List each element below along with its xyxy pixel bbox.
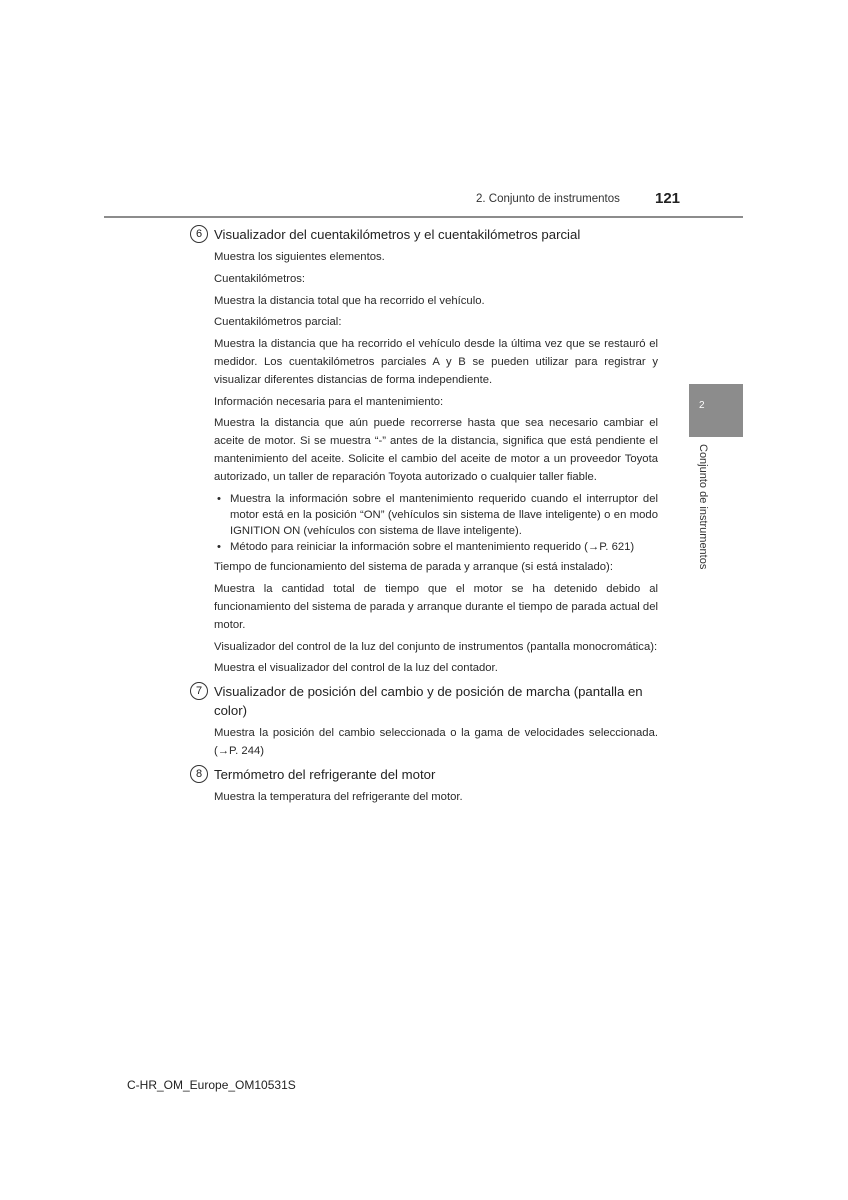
paragraph: Muestra la distancia total que ha recorrido el vehículo.	[214, 294, 485, 307]
item-title: Termómetro del refrigerante del motor	[214, 766, 436, 782]
page-content	[190, 223, 658, 811]
circled-number-7: 7	[190, 682, 208, 700]
paragraph: Muestra la distancia que ha recorrido el vehículo desde la última vez que se restauró el medidor. Los cuentakilómetros parciales A y B se pueden utilizar para registrar y visualizar diferentes distancias de forma independiente.	[214, 338, 658, 386]
item-title: Visualizador del cuentakilómetros y el cuentakilómetros parcial	[214, 227, 581, 242]
page-number: 121	[655, 190, 681, 207]
paragraph: Muestra la distancia que aún puede recorrerse hasta que sea necesario cambiar el aceite de motor. Si se muestra “-” antes de la distancia, significa que está pendiente el mantenimiento del aceite. Solicite el cambio del aceite de motor a un proveedor Toyota autorizado, un taller de reparación Toyota autorizado o cualquier taller fiable.	[214, 417, 658, 483]
paragraph: Muestra el visualizador del control de la luz del contador.	[214, 662, 498, 675]
paragraph: Muestra los siguientes elementos.	[214, 251, 385, 263]
chapter-tab-number: 2	[699, 400, 705, 411]
circled-number-8: 8	[190, 765, 208, 783]
item-heading-7	[190, 682, 658, 720]
bullet-item: • Muestra la información sobre el mantenimiento requerido cuando el interruptor del motor está en la posición “ON” (vehículos sin sistema de llave inteligente) o en modo IGNITION ON (vehículos con sistema de llave inteligente).	[214, 491, 658, 540]
chapter-tab	[689, 384, 743, 437]
paragraph: Muestra la cantidad total de tiempo que el motor se ha detenido debido al funcionamiento del sistema de parada y arranque durante el tiempo de parada actual del motor.	[214, 583, 659, 631]
bullet-list	[214, 491, 658, 556]
bullet-item: • Método para reiniciar la información sobre el mantenimiento requerido (→P. 621)	[214, 539, 658, 555]
subheading: Cuentakilómetros:	[214, 272, 306, 285]
item-heading-8	[190, 765, 658, 784]
item-title: Visualizador de posición del cambio y de posición de marcha (pantalla en color)	[214, 684, 643, 719]
subheading: Cuentakilómetros parcial:	[214, 316, 342, 329]
item-heading-6	[190, 225, 658, 244]
paragraph: Muestra la posición del cambio seleccionada o la gama de velocidades seleccionada. (→P. 244)	[214, 727, 658, 757]
subheading: Tiempo de funcionamiento del sistema de parada y arranque (si está instalado):	[214, 561, 613, 574]
header-section-title: 2. Conjunto de instrumentos	[476, 193, 620, 205]
subheading: Información necesaria para el mantenimiento:	[214, 395, 444, 408]
subheading: Visualizador del control de la luz del conjunto de instrumentos (pantalla monocromática):	[214, 640, 658, 653]
paragraph: Muestra la temperatura del refrigerante del motor.	[214, 790, 463, 803]
chapter-tab-title: Conjunto de instrumentos	[697, 444, 709, 570]
document-code: C-HR_OM_Europe_OM10531S	[127, 1078, 296, 1092]
header-divider	[104, 216, 743, 218]
circled-number-6: 6	[190, 225, 208, 243]
